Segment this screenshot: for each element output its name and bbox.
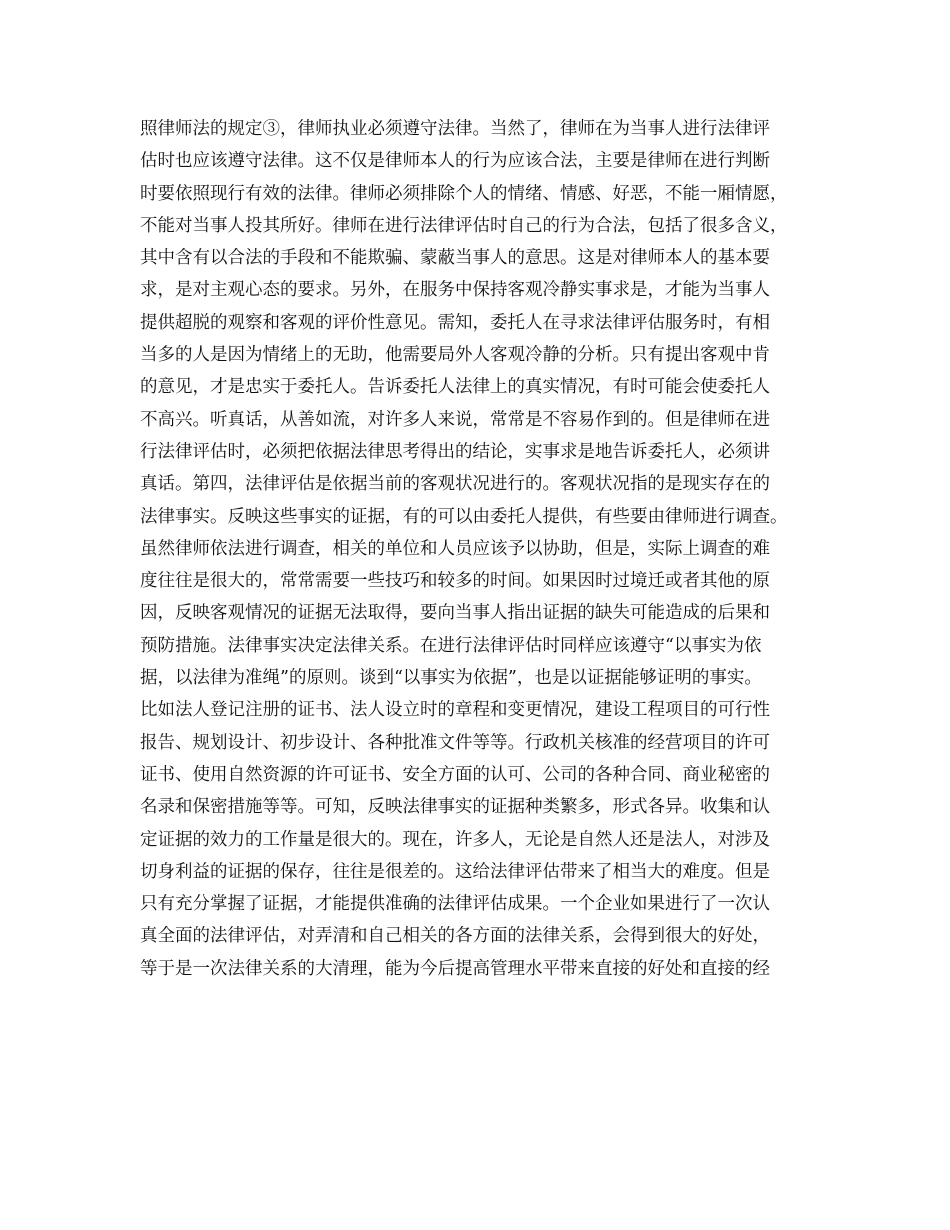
text-line: 真话。第四，法律评估是依据当前的客观状况进行的。客观状况指的是现实存在的 [140,474,770,495]
text-line: 切身利益的证据的保存，往往是很差的。这给法律评估带来了相当大的难度。但是 [140,861,770,882]
text-line: 的意见，才是忠实于委托人。告诉委托人法律上的真实情况，有时可能会使委托人 [140,377,770,398]
text-line: 照律师法的规定③，律师执业必须遵守法律。当然了，律师在为当事人进行法律评 [140,119,770,139]
text-line: 虽然律师依法进行调查，相关的单位和人员应该予以协助，但是，实际上调查的难 [140,538,770,559]
text-line: 不能对当事人投其所好。律师在进行法律评估时自己的行为合法，包括了很多含义， [140,215,788,236]
text-line: 提供超脱的观察和客观的评价性意见。需知，委托人在寻求法律评估服务时，有相 [140,312,770,333]
text-line: 不高兴。听真话，从善如流，对许多人来说，常常是不容易作到的。但是律师在进 [140,409,770,430]
text-line: 法律事实。反映这些事实的证据，有的可以由委托人提供，有些要由律师进行调查。 [140,506,788,527]
text-line: 其中含有以合法的手段和不能欺骗、蒙蔽当事人的意思。这是对律师本人的基本要 [140,248,770,269]
text-line: 估时也应该遵守法律。这不仅是律师本人的行为应该合法，主要是律师在进行判断 [140,151,770,172]
text-line: 证书、使用自然资源的许可证书、安全方面的认可、公司的各种合同、商业秘密的 [140,764,770,785]
text-line: 度往往是很大的，常常需要一些技巧和较多的时间。如果因时过境迁或者其他的原 [140,571,770,592]
text-line: 只有充分掌握了证据，才能提供准确的法律评估成果。一个企业如果进行了一次认 [140,894,770,915]
text-line: 当多的人是因为情绪上的无助，他需要局外人客观冷静的分析。只有提出客观中肯 [140,345,770,366]
text-line: 名录和保密措施等等。可知，反映法律事实的证据种类繁多，形式各异。收集和认 [140,797,770,818]
body-text [140,113,820,985]
text-line: 据，以法律为准绳”的原则。谈到“以事实为依据”，也是以证据能够证明的事实。 [140,668,762,689]
text-line: 定证据的效力的工作量是很大的。现在，许多人，无论是自然人还是法人，对涉及 [140,829,770,850]
text-line: 求，是对主观心态的要求。另外，在服务中保持客观冷静实事求是，才能为当事人 [140,280,770,301]
text-line: 真全面的法律评估，对弄清和自己相关的各方面的法律关系，会得到很大的好处， [140,926,770,947]
text-line: 时要依照现行有效的法律。律师必须排除个人的情绪、情感、好恶，不能一厢情愿， [140,183,788,204]
text-line: 行法律评估时，必须把依据法律思考得出的结论，实事求是地告诉委托人，必须讲 [140,441,770,462]
text-line: 预防措施。法律事实决定法律关系。在进行法律评估时同样应该遵守“以事实为依 [140,635,762,656]
text-line: 比如法人登记注册的证书、法人设立时的章程和变更情况，建设工程项目的可行性 [140,700,770,721]
text-line: 等于是一次法律关系的大清理，能为今后提高管理水平带来直接的好处和直接的经 [140,958,770,979]
text-line: 报告、规划设计、初步设计、各种批准文件等等。行政机关核准的经营项目的许可 [140,732,770,753]
text-line: 因，反映客观情况的证据无法取得，要向当事人指出证据的缺失可能造成的后果和 [140,603,770,624]
